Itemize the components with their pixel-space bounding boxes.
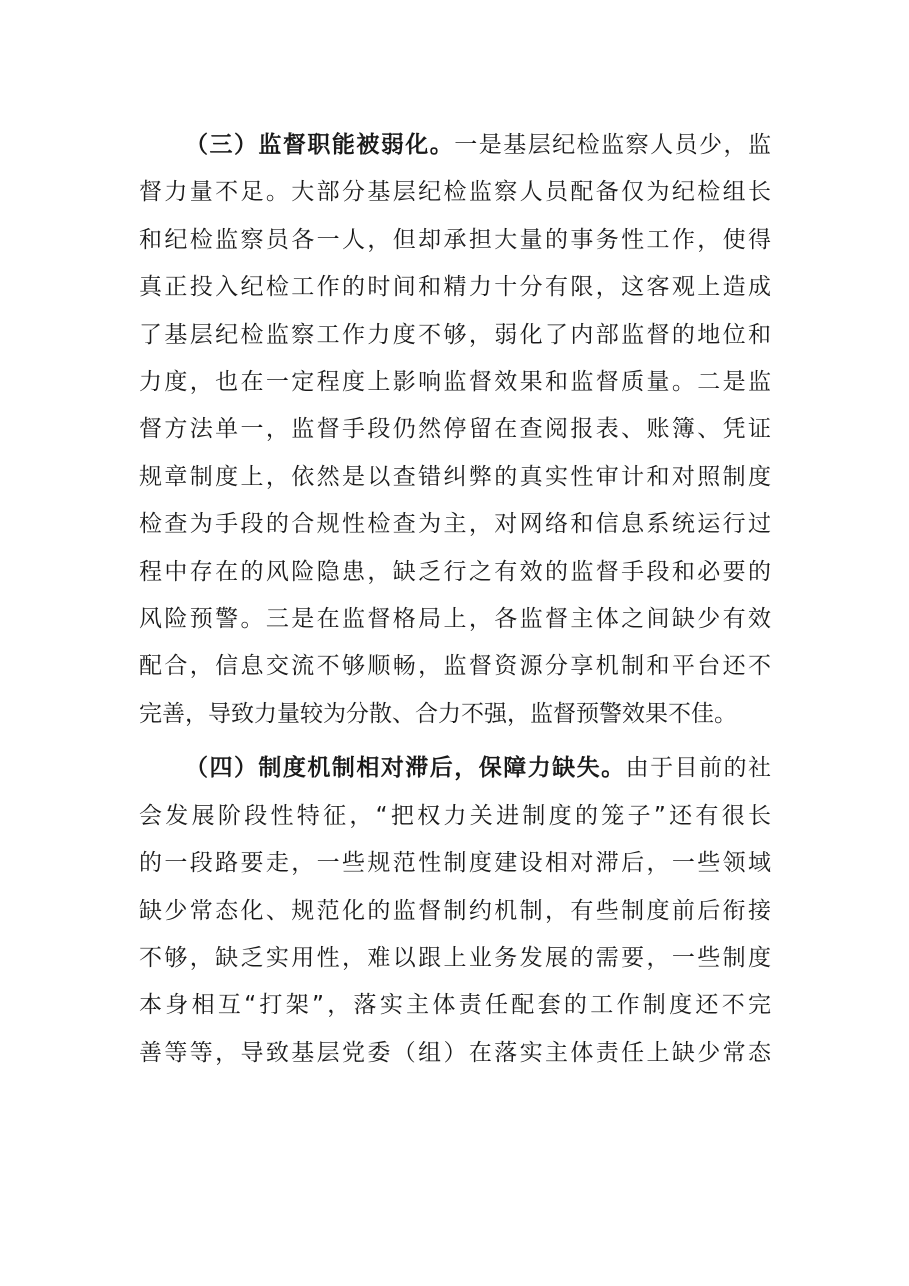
text-line: 由于目前的社 <box>625 755 772 782</box>
text-line: 完善，导致力量较为分散、合力不强，监督预警效果不佳。 <box>139 700 737 727</box>
section-heading: （三）监督职能被弱化。 <box>185 132 455 158</box>
paragraph-first-line <box>139 745 771 792</box>
text-line: 规章制度上，依然是以查错纠弊的真实性审计和对照制度 <box>139 463 771 490</box>
paragraph-supervision <box>139 122 771 738</box>
paragraph-first-line <box>139 122 771 169</box>
document-page <box>139 122 771 1077</box>
text-line: 和纪检监察员各一人，但却承担大量的事务性工作，使得 <box>139 226 771 253</box>
text-line: 本身相互“打架”，落实主体责任配套的工作制度还不完 <box>139 992 771 1019</box>
text-line: 风险预警。三是在监督格局上，各监督主体之间缺少有效 <box>139 606 771 633</box>
text-line: 督力量不足。大部分基层纪检监察人员配备仅为纪检组长 <box>139 179 771 206</box>
text-line: 一是基层纪检监察人员少，监 <box>454 132 772 158</box>
text-line: 检查为手段的合规性检查为主，对网络和信息系统运行过 <box>139 511 771 538</box>
text-line: 会发展阶段性特征，“把权力关进制度的笼子”还有很长 <box>139 802 771 829</box>
text-line: 不够，缺乏实用性，难以跟上业务发展的需要，一些制度 <box>139 944 771 971</box>
text-line: 督方法单一，监督手段仍然停留在查阅报表、账簿、凭证 <box>139 416 771 443</box>
text-line: 真正投入纪检工作的时间和精力十分有限，这客观上造成 <box>139 274 771 301</box>
paragraph-institutions <box>139 745 771 1077</box>
text-line: 了基层纪检监察工作力度不够，弱化了内部监督的地位和 <box>139 321 771 348</box>
text-line: 缺少常态化、规范化的监督制约机制，有些制度前后衔接 <box>139 897 771 924</box>
text-line: 力度，也在一定程度上影响监督效果和监督质量。二是监 <box>139 369 771 396</box>
text-line: 善等等，导致基层党委（组）在落实主体责任上缺少常态 <box>139 1039 771 1066</box>
text-line: 的一段路要走，一些规范性制度建设相对滞后，一些领域 <box>139 850 771 877</box>
section-heading: （四）制度机制相对滞后，保障力缺失。 <box>185 755 626 782</box>
text-line: 配合，信息交流不够顺畅，监督资源分享机制和平台还不 <box>139 653 771 680</box>
text-line: 程中存在的风险隐患，缺乏行之有效的监督手段和必要的 <box>139 558 771 585</box>
